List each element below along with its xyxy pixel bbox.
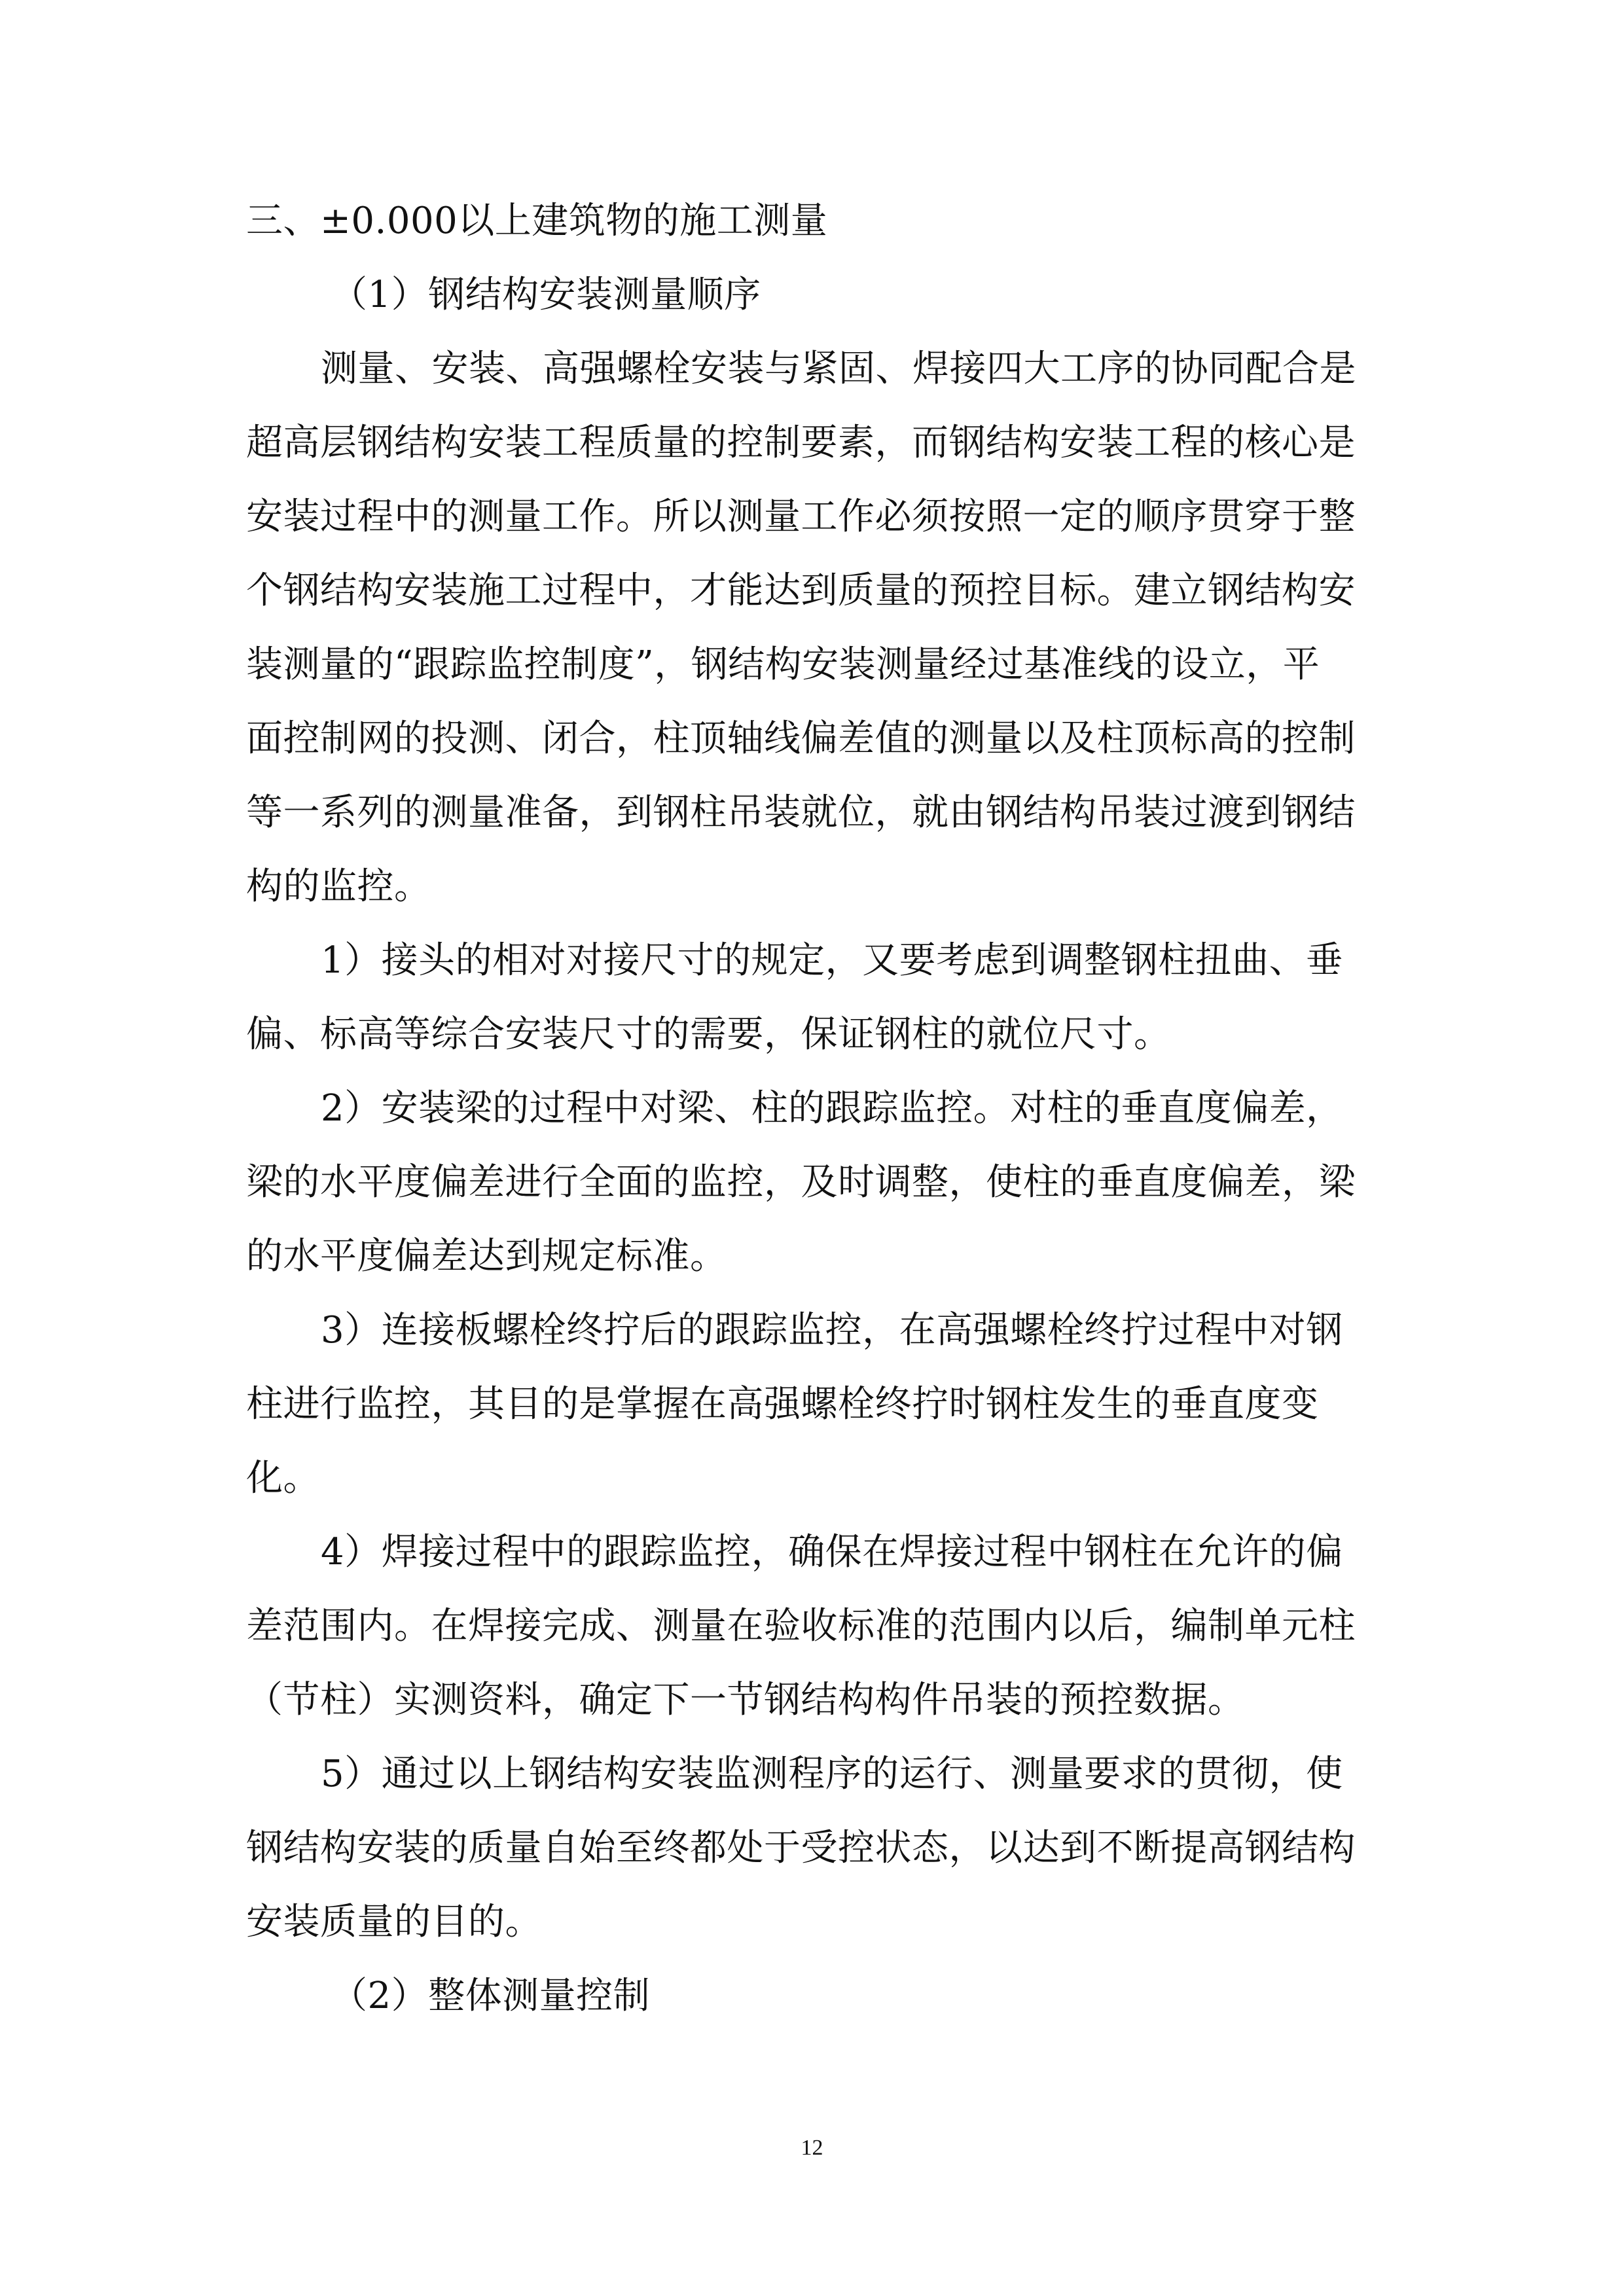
list-item-2-line: 2）安装梁的过程中对梁、柱的跟踪监控。对柱的垂直度偏差， <box>321 1087 1343 1130</box>
subheading-steel-survey-sequence: （1）钢结构安装测量顺序 <box>331 274 761 316</box>
list-item-5-line: 钢结构安装的质量自始至终都处于受控状态，以达到不断提高钢结构 <box>246 1827 1356 1869</box>
list-item-3-line: 3）连接板螺栓终拧后的跟踪监控，在高强螺栓终拧过程中对钢 <box>321 1309 1343 1352</box>
list-item-2-line: 梁的水平度偏差进行全面的监控，及时调整，使柱的垂直度偏差，梁 <box>246 1161 1356 1204</box>
list-item-5-line: 5）通过以上钢结构安装监测程序的运行、测量要求的贯彻，使 <box>321 1753 1343 1795</box>
section-heading: 三、±0.000以上建筑物的施工测量 <box>246 200 828 242</box>
page-number: 12 <box>801 2136 823 2160</box>
intro-paragraph-line: 安装过程中的测量工作。所以测量工作必须按照一定的顺序贯穿于整 <box>246 495 1356 538</box>
list-item-2-line: 的水平度偏差达到规定标准。 <box>246 1235 727 1278</box>
list-item-4-line: 4）焊接过程中的跟踪监控，确保在焊接过程中钢柱在允许的偏 <box>321 1531 1343 1573</box>
list-item-3-line: 化。 <box>246 1457 320 1499</box>
list-item-1-line: 偏、标高等综合安装尺寸的需要，保证钢柱的就位尺寸。 <box>246 1013 1171 1056</box>
list-item-3-line: 柱进行监控，其目的是掌握在高强螺栓终拧时钢柱发生的垂直度变 <box>246 1383 1319 1426</box>
intro-paragraph-line: 个钢结构安装施工过程中，才能达到质量的预控目标。建立钢结构安 <box>246 569 1356 612</box>
list-item-1-line: 1）接头的相对对接尺寸的规定，又要考虑到调整钢柱扭曲、垂 <box>321 939 1343 982</box>
subheading-overall-survey-control: （2）整体测量控制 <box>331 1975 651 2017</box>
list-item-4-line: （节柱）实测资料，确定下一节钢结构构件吊装的预控数据。 <box>246 1679 1245 1721</box>
intro-paragraph-line: 超高层钢结构安装工程质量的控制要素，而钢结构安装工程的核心是 <box>246 422 1356 464</box>
list-item-5-line: 安装质量的目的。 <box>246 1901 542 1943</box>
intro-paragraph-line: 构的监控。 <box>246 865 431 908</box>
list-item-4-line: 差范围内。在焊接完成、测量在验收标准的范围内以后，编制单元柱 <box>246 1605 1356 1647</box>
intro-paragraph-line: 测量、安装、高强螺栓安装与紧固、焊接四大工序的协同配合是 <box>321 348 1356 390</box>
intro-paragraph-line: 面控制网的投测、闭合，柱顶轴线偏差值的测量以及柱顶标高的控制 <box>246 717 1356 760</box>
intro-paragraph-line: 等一系列的测量准备，到钢柱吊装就位，就由钢结构吊装过渡到钢结 <box>246 791 1356 834</box>
intro-paragraph-line: 装测量的“跟踪监控制度”，钢结构安装测量经过基准线的设立，平 <box>246 643 1320 686</box>
